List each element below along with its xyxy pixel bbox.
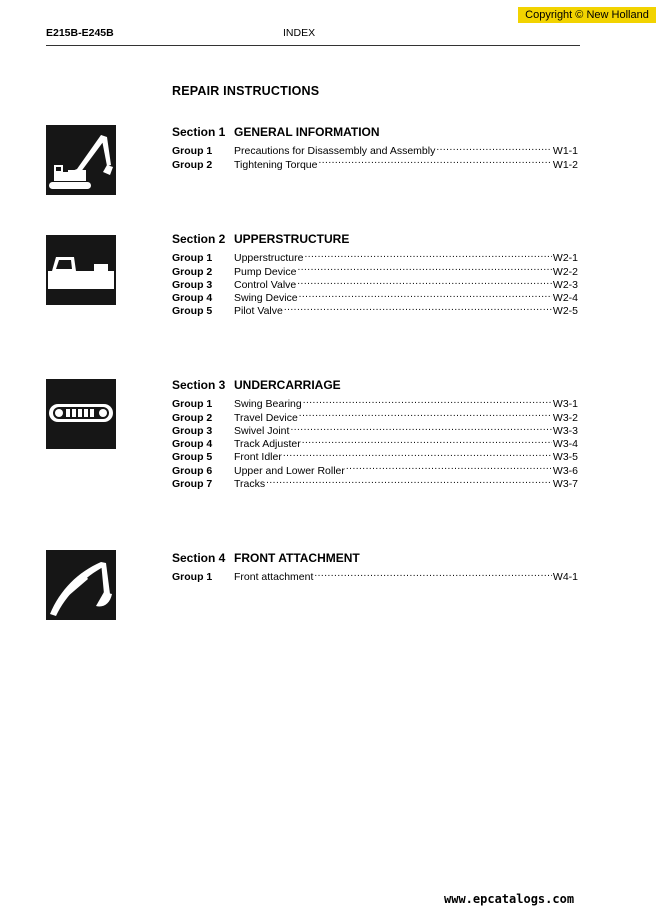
group-title: Swing Device [234, 292, 298, 305]
page-ref: W3-1 [552, 398, 578, 411]
page-ref: W1-1 [552, 145, 578, 158]
section-4 [172, 550, 582, 584]
dot-leader [304, 248, 551, 261]
dot-leader [318, 154, 551, 167]
section-title: UPPERSTRUCTURE [234, 232, 350, 246]
section-title: GENERAL INFORMATION [234, 125, 380, 139]
group-title: Swivel Joint [234, 424, 290, 437]
dot-leader [283, 447, 552, 460]
page-ref: W4-1 [552, 571, 578, 584]
dot-leader [302, 434, 552, 447]
group-number: Group 4 [172, 292, 213, 305]
group-title: Upper and Lower Roller [234, 464, 345, 477]
group-title: Tracks [234, 478, 266, 491]
group-number: Group 2 [172, 411, 213, 424]
group-number: Group 1 [172, 252, 213, 265]
excavator-icon [46, 125, 116, 195]
page-ref: W2-3 [552, 278, 578, 291]
group-title: Front attachment [234, 571, 314, 584]
page-ref: W1-2 [552, 158, 578, 171]
group-title: Pilot Valve [234, 305, 283, 318]
group-number: Group 2 [172, 158, 213, 171]
page-ref: W3-4 [552, 438, 578, 451]
page-ref: W2-2 [552, 265, 578, 278]
page-ref: W3-3 [552, 424, 578, 437]
section-heading [172, 377, 582, 394]
toc-entry[interactable] [172, 567, 582, 584]
group-title: Pump Device [234, 265, 297, 278]
footer-url[interactable]: www.epcatalogs.com [444, 892, 575, 906]
section-3 [172, 377, 582, 491]
group-number: Group 3 [172, 424, 213, 437]
section-number: Section 1 [172, 125, 226, 139]
page-ref: W3-5 [552, 451, 578, 464]
model-number: E215B-E245B [46, 27, 114, 39]
group-number: Group 6 [172, 464, 213, 477]
section-heading [172, 124, 582, 141]
group-number: Group 5 [172, 451, 213, 464]
header-divider [46, 45, 580, 46]
page-ref: W2-1 [552, 252, 578, 265]
group-title: Control Valve [234, 278, 297, 291]
group-number: Group 1 [172, 398, 213, 411]
section-1 [172, 124, 582, 171]
page-title: REPAIR INSTRUCTIONS [172, 84, 320, 98]
toc-entry[interactable] [172, 394, 582, 411]
group-title: Precautions for Disassembly and Assembly [234, 145, 436, 158]
group-number: Group 7 [172, 478, 213, 491]
page-ref: W3-2 [552, 411, 578, 424]
dot-leader [266, 474, 552, 487]
section-number: Section 2 [172, 232, 226, 246]
section-title: FRONT ATTACHMENT [234, 551, 360, 565]
page-ref: W2-4 [552, 292, 578, 305]
dot-leader [346, 460, 552, 473]
section-heading [172, 550, 582, 567]
dot-leader [297, 261, 551, 274]
dot-leader [297, 275, 552, 288]
section-2 [172, 231, 582, 318]
section-title: UNDERCARRIAGE [234, 378, 341, 392]
dot-leader [299, 407, 552, 420]
page-label: INDEX [283, 27, 316, 39]
group-number: Group 1 [172, 571, 213, 584]
dot-leader [299, 288, 552, 301]
group-number: Group 2 [172, 265, 213, 278]
group-title: Swing Bearing [234, 398, 302, 411]
group-title: Track Adjuster [234, 438, 301, 451]
toc-entry[interactable] [172, 248, 582, 265]
upperstructure-icon [46, 235, 116, 305]
dot-leader [290, 421, 551, 434]
toc-entry[interactable] [172, 141, 582, 158]
section-heading [172, 231, 582, 248]
dot-leader [303, 394, 552, 407]
section-number: Section 4 [172, 551, 226, 565]
copyright-badge: Copyright © New Holland [518, 7, 656, 23]
group-number: Group 5 [172, 305, 213, 318]
page-ref: W3-7 [552, 478, 578, 491]
page-ref: W2-5 [552, 305, 578, 318]
dot-leader [436, 141, 552, 154]
group-title: Travel Device [234, 411, 298, 424]
dot-leader [284, 301, 552, 314]
group-number: Group 4 [172, 438, 213, 451]
group-title: Front Idler [234, 451, 282, 464]
boom-arm-icon [46, 550, 116, 620]
group-number: Group 1 [172, 145, 213, 158]
group-title: Tightening Torque [234, 158, 318, 171]
track-icon [46, 379, 116, 449]
group-title: Upperstructure [234, 252, 304, 265]
page-ref: W3-6 [552, 464, 578, 477]
section-number: Section 3 [172, 378, 226, 392]
group-number: Group 3 [172, 278, 213, 291]
dot-leader [314, 567, 552, 580]
